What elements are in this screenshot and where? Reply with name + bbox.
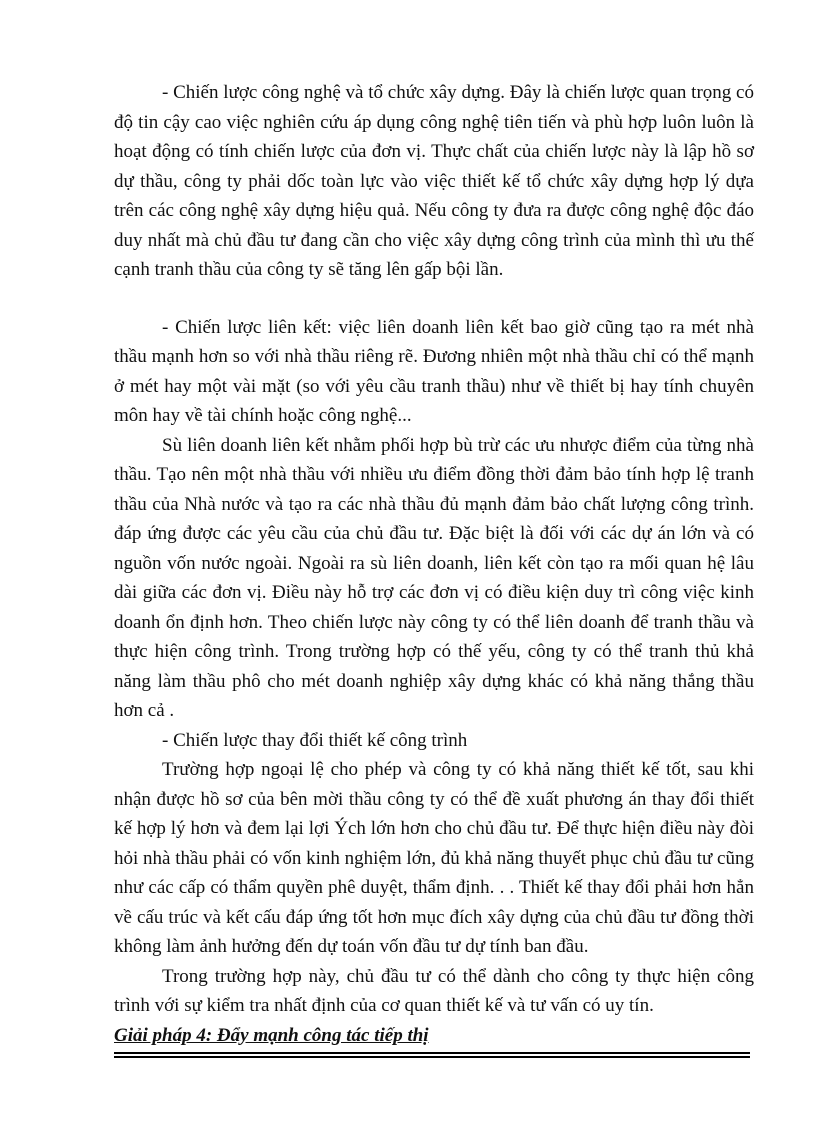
paragraph-design-change-title: - Chiến lược thay đổi thiết kế công trình xyxy=(162,729,468,751)
paragraph-alliance-strategy: - Chiến lược liên kết: việc liên doanh liên kết bao giờ cũng tạo ra mét nhà thầu mạnh hơn so với nhà thầu riêng rẽ. Đương nhiên một nhà thầu chỉ có thể mạnh ở mét hay một vài mặt (so với yêu cầu tranh thầu) như về thiết bị hay tính chuyên môn hay về tài chính hoặc công nghệ... xyxy=(114,316,754,426)
paragraph-technology-strategy: - Chiến lược công nghệ và tổ chức xây dựng. Đây là chiến lược quan trọng có độ tin cậy cao việc nghiên cứu áp dụng công nghệ tiên tiến và phù hợp luôn luôn là hoạt động có tính chiến lược của đơn vị. Thực chất của chiến lược này là lập hồ sơ dự thầu, công ty phải dốc toàn lực vào việc thiết kế tổ chức xây dựng hợp lý dựa trên các công nghệ xây dựng hiệu quả. Nếu công ty đưa ra được công nghệ độc đáo duy nhất mà chủ đầu tư đang cần cho việc xây dựng công trình của mình thì ưu thế cạnh tranh thầu của công ty sẽ tăng lên gấp bội lần. xyxy=(114,82,754,280)
paragraph-joint-venture: Sù liên doanh liên kết nhằm phối hợp bù trừ các ưu nhược điểm của từng nhà thầu. Tạo nên một nhà thầu với nhiều ưu điểm đồng thời đảm bảo tính hợp lệ tranh thầu của Nhà nước và tạo ra các nhà thầu đủ mạnh đảm bảo chất lượng công trình. đáp ứng được các yêu cầu của chủ đầu tư. Đặc biệt là đối với các dự án lớn và có nguồn vốn nước ngoài. Ngoài ra sù liên doanh, liên kết còn tạo ra mối quan hệ lâu dài giữa các đơn vị. Điều này hỗ trợ các đơn vị có điều kiện duy trì công việc kinh doanh ổn định hơn. Theo chiến lược này công ty có thể liên doanh để tranh thầu và thực hiện công trình. Trong trường hợp có thế yếu, công ty có thể tranh thủ khả năng làm thầu phô cho mét doanh nghiệp xây dựng khác có khả năng thắng thầu hơn cả . xyxy=(114,434,754,721)
footer-double-rule xyxy=(114,1052,750,1058)
paragraph-spacer xyxy=(114,285,754,313)
section-heading: Giải pháp 4: Đẩy mạnh công tác tiếp thị xyxy=(114,1024,429,1046)
document-page xyxy=(114,78,754,1050)
paragraph-investor-case: Trong trường hợp này, chủ đầu tư có thể dành cho công ty thực hiện công trình với sự kiểm tra nhất định của cơ quan thiết kế và tư vấn có uy tín. xyxy=(114,965,754,1016)
paragraph-design-change: Trường hợp ngoại lệ cho phép và công ty có khả năng thiết kế tốt, sau khi nhận được hồ sơ của bên mời thầu công ty có thể đề xuất phương án thay đổi thiết kế hợp lý hơn và đem lại lợi Ých lớn hơn cho chủ đầu tư. Để thực hiện điều này đòi hỏi nhà thầu phải có vốn kinh nghiệm lớn, đủ khả năng thuyết phục chủ đầu tư cũng như các cấp có thẩm quyền phê duyệt, thẩm định. . . Thiết kế thay đổi phải hơn hẳn về cấu trúc và kết cấu đáp ứng tốt hơn mục đích xây dựng của chủ đầu tư đồng thời không làm ảnh hưởng đến dự toán vốn đầu tư dự tính ban đầu. xyxy=(114,759,754,957)
